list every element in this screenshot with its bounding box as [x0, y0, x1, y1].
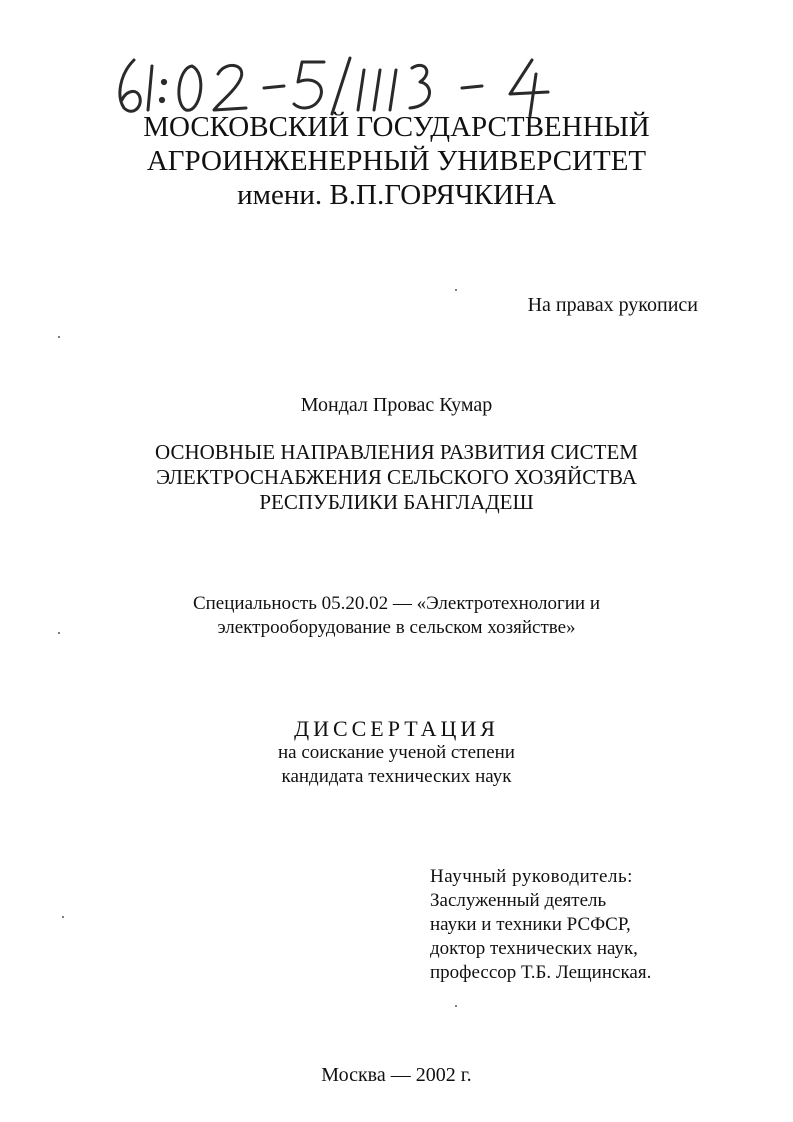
scan-speck	[58, 336, 60, 338]
title-line-3: РЕСПУБЛИКИ БАНГЛАДЕШ	[259, 490, 534, 514]
scan-speck	[58, 632, 60, 634]
scientific-advisor	[430, 865, 760, 985]
advisor-line-3: доктор технических наук,	[430, 938, 638, 959]
specialty	[0, 592, 793, 640]
degree-description	[0, 741, 793, 789]
specialty-line-1: Специальность 05.20.02 — «Электротехнологии и	[192, 593, 601, 614]
degree-line-1: на соискание ученой степени	[278, 742, 515, 763]
advisor-line-1: Заслуженный деятель	[430, 890, 607, 911]
scan-speck	[62, 916, 64, 918]
advisor-label: Научный руководитель:	[430, 866, 633, 887]
advisor-line-4: профессор Т.Б. Лещинская.	[430, 962, 652, 983]
advisor-line-2: науки и техники РСФСР,	[430, 914, 631, 935]
university-line-2: АГРОИНЖЕНЕРНЫЙ УНИВЕРСИТЕТ	[146, 145, 647, 177]
title-line-1: ОСНОВНЫЕ НАПРАВЛЕНИЯ РАЗВИТИЯ СИСТЕМ	[155, 440, 638, 464]
city-year: Москва — 2002 г.	[321, 1064, 472, 1086]
university-name	[0, 110, 793, 212]
specialty-line-2: электрооборудование в сельском хозяйстве»	[217, 617, 576, 638]
university-line-1: МОСКОВСКИЙ ГОСУДАРСТВЕННЫЙ	[143, 111, 650, 143]
dissertation-title	[0, 440, 793, 515]
degree-line-2: кандидата технических наук	[281, 766, 512, 787]
title-line-2: ЭЛЕКТРОСНАБЖЕНИЯ СЕЛЬСКОГО ХОЗЯЙСТВА	[156, 465, 637, 489]
author-name: Мондал Провас Кумар	[300, 394, 493, 416]
scan-speck	[455, 289, 457, 291]
university-line-3: имени. В.П.ГОРЯЧКИНА	[237, 179, 556, 211]
rights-note: На правах рукописи	[527, 294, 698, 316]
dissertation-heading: ДИССЕРТАЦИЯ	[294, 716, 499, 741]
scan-speck	[455, 1005, 457, 1007]
